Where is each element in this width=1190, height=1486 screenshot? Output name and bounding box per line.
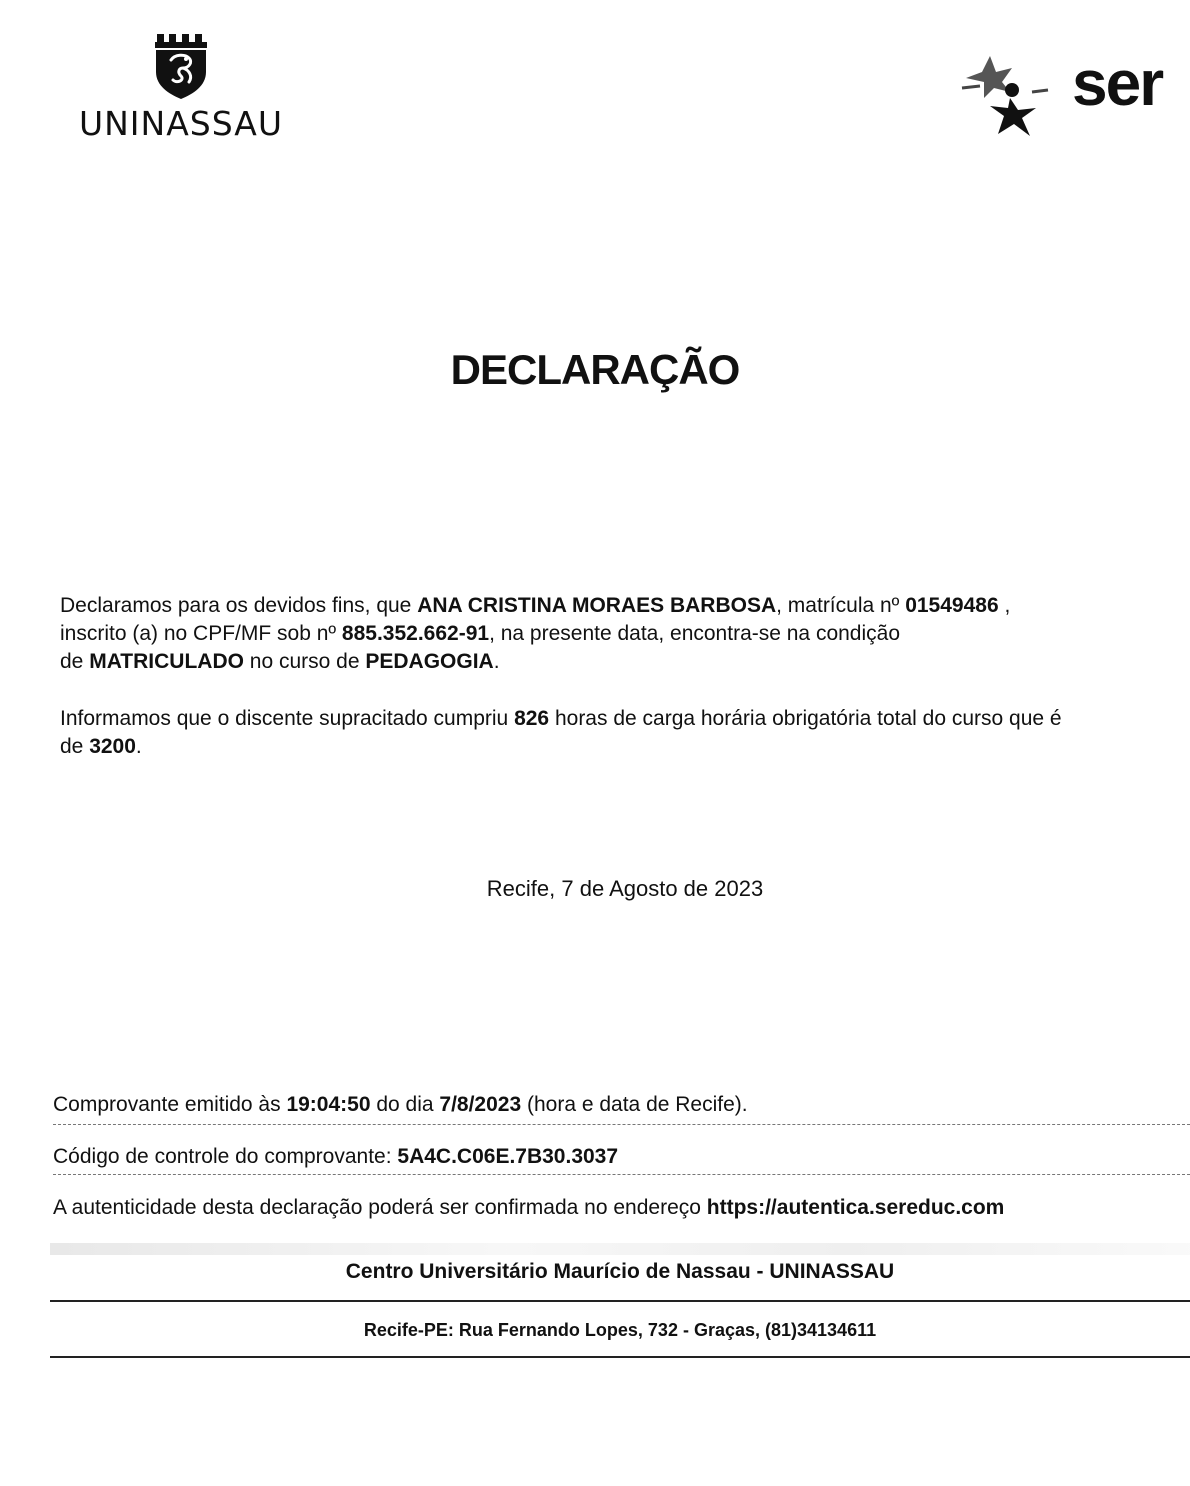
authenticity-text: A autenticidade desta declaração poderá ser confirmada no endereço bbox=[53, 1196, 707, 1219]
footer-divider bbox=[50, 1356, 1190, 1358]
text-segment: , bbox=[998, 594, 1011, 617]
text-segment: horas de carga horária obrigatória total do curso que é bbox=[549, 707, 1062, 730]
institution-address: Recife-PE: Rua Fernando Lopes, 732 - Graças, (81)34134611 bbox=[363, 1320, 877, 1340]
authenticity-url: https://autentica.sereduc.com bbox=[706, 1196, 1005, 1219]
text-segment: do dia bbox=[370, 1093, 440, 1116]
text-segment: no curso de bbox=[243, 650, 366, 673]
text-segment: , na presente data, encontra-se na condição bbox=[489, 622, 901, 645]
uninassau-crest-icon bbox=[153, 34, 209, 100]
text-segment: , matrícula nº bbox=[776, 594, 906, 617]
footer-divider bbox=[50, 1300, 1190, 1302]
authenticity-line bbox=[53, 1194, 1190, 1222]
footer-band bbox=[50, 1243, 1190, 1255]
text-segment: de bbox=[60, 735, 90, 758]
text-segment: Informamos que o discente supracitado cumpriu bbox=[60, 707, 515, 730]
text-segment: (hora e data de Recife). bbox=[521, 1093, 748, 1116]
issued-line bbox=[53, 1091, 1190, 1119]
course-name: PEDAGOGIA bbox=[365, 650, 494, 673]
control-code-line bbox=[53, 1143, 1190, 1171]
text-segment: Declaramos para os devidos fins, que bbox=[60, 594, 418, 617]
issued-time: 19:04:50 bbox=[286, 1093, 371, 1116]
dotted-divider bbox=[53, 1124, 1190, 1125]
student-name: ANA CRISTINA MORAES BARBOSA bbox=[417, 594, 777, 617]
enrollment-status: MATRICULADO bbox=[89, 650, 244, 673]
text-segment: . bbox=[135, 735, 142, 758]
ser-logo bbox=[960, 48, 1190, 140]
uninassau-logo bbox=[66, 34, 296, 144]
text-segment: . bbox=[493, 650, 500, 673]
text-segment: inscrito (a) no CPF/MF sob nº bbox=[60, 622, 342, 645]
text-segment: de bbox=[60, 650, 90, 673]
issued-date: 7/8/2023 bbox=[439, 1093, 522, 1116]
hours-completed: 826 bbox=[514, 707, 550, 730]
institution-name: Centro Universitário Maurício de Nassau - UNINASSAU bbox=[345, 1260, 895, 1283]
place-date: Recife, 7 de Agosto de 2023 bbox=[486, 876, 764, 901]
hours-paragraph bbox=[60, 705, 1185, 761]
text-segment: Comprovante emitido às bbox=[53, 1093, 287, 1116]
uninassau-wordmark: UNINASSAU bbox=[78, 104, 284, 143]
declaration-paragraph bbox=[60, 592, 1185, 676]
control-label: Código de controle do comprovante: bbox=[53, 1145, 398, 1168]
dotted-divider bbox=[53, 1174, 1190, 1175]
ser-star-icon bbox=[960, 48, 1052, 138]
hours-total: 3200 bbox=[89, 735, 136, 758]
control-code: 5A4C.C06E.7B30.3037 bbox=[397, 1145, 619, 1168]
ser-wordmark: ser bbox=[1072, 47, 1163, 119]
registration-number: 01549486 bbox=[905, 594, 999, 617]
cpf-number: 885.352.662-91 bbox=[341, 622, 490, 645]
document-title: DECLARAÇÃO bbox=[450, 346, 740, 393]
